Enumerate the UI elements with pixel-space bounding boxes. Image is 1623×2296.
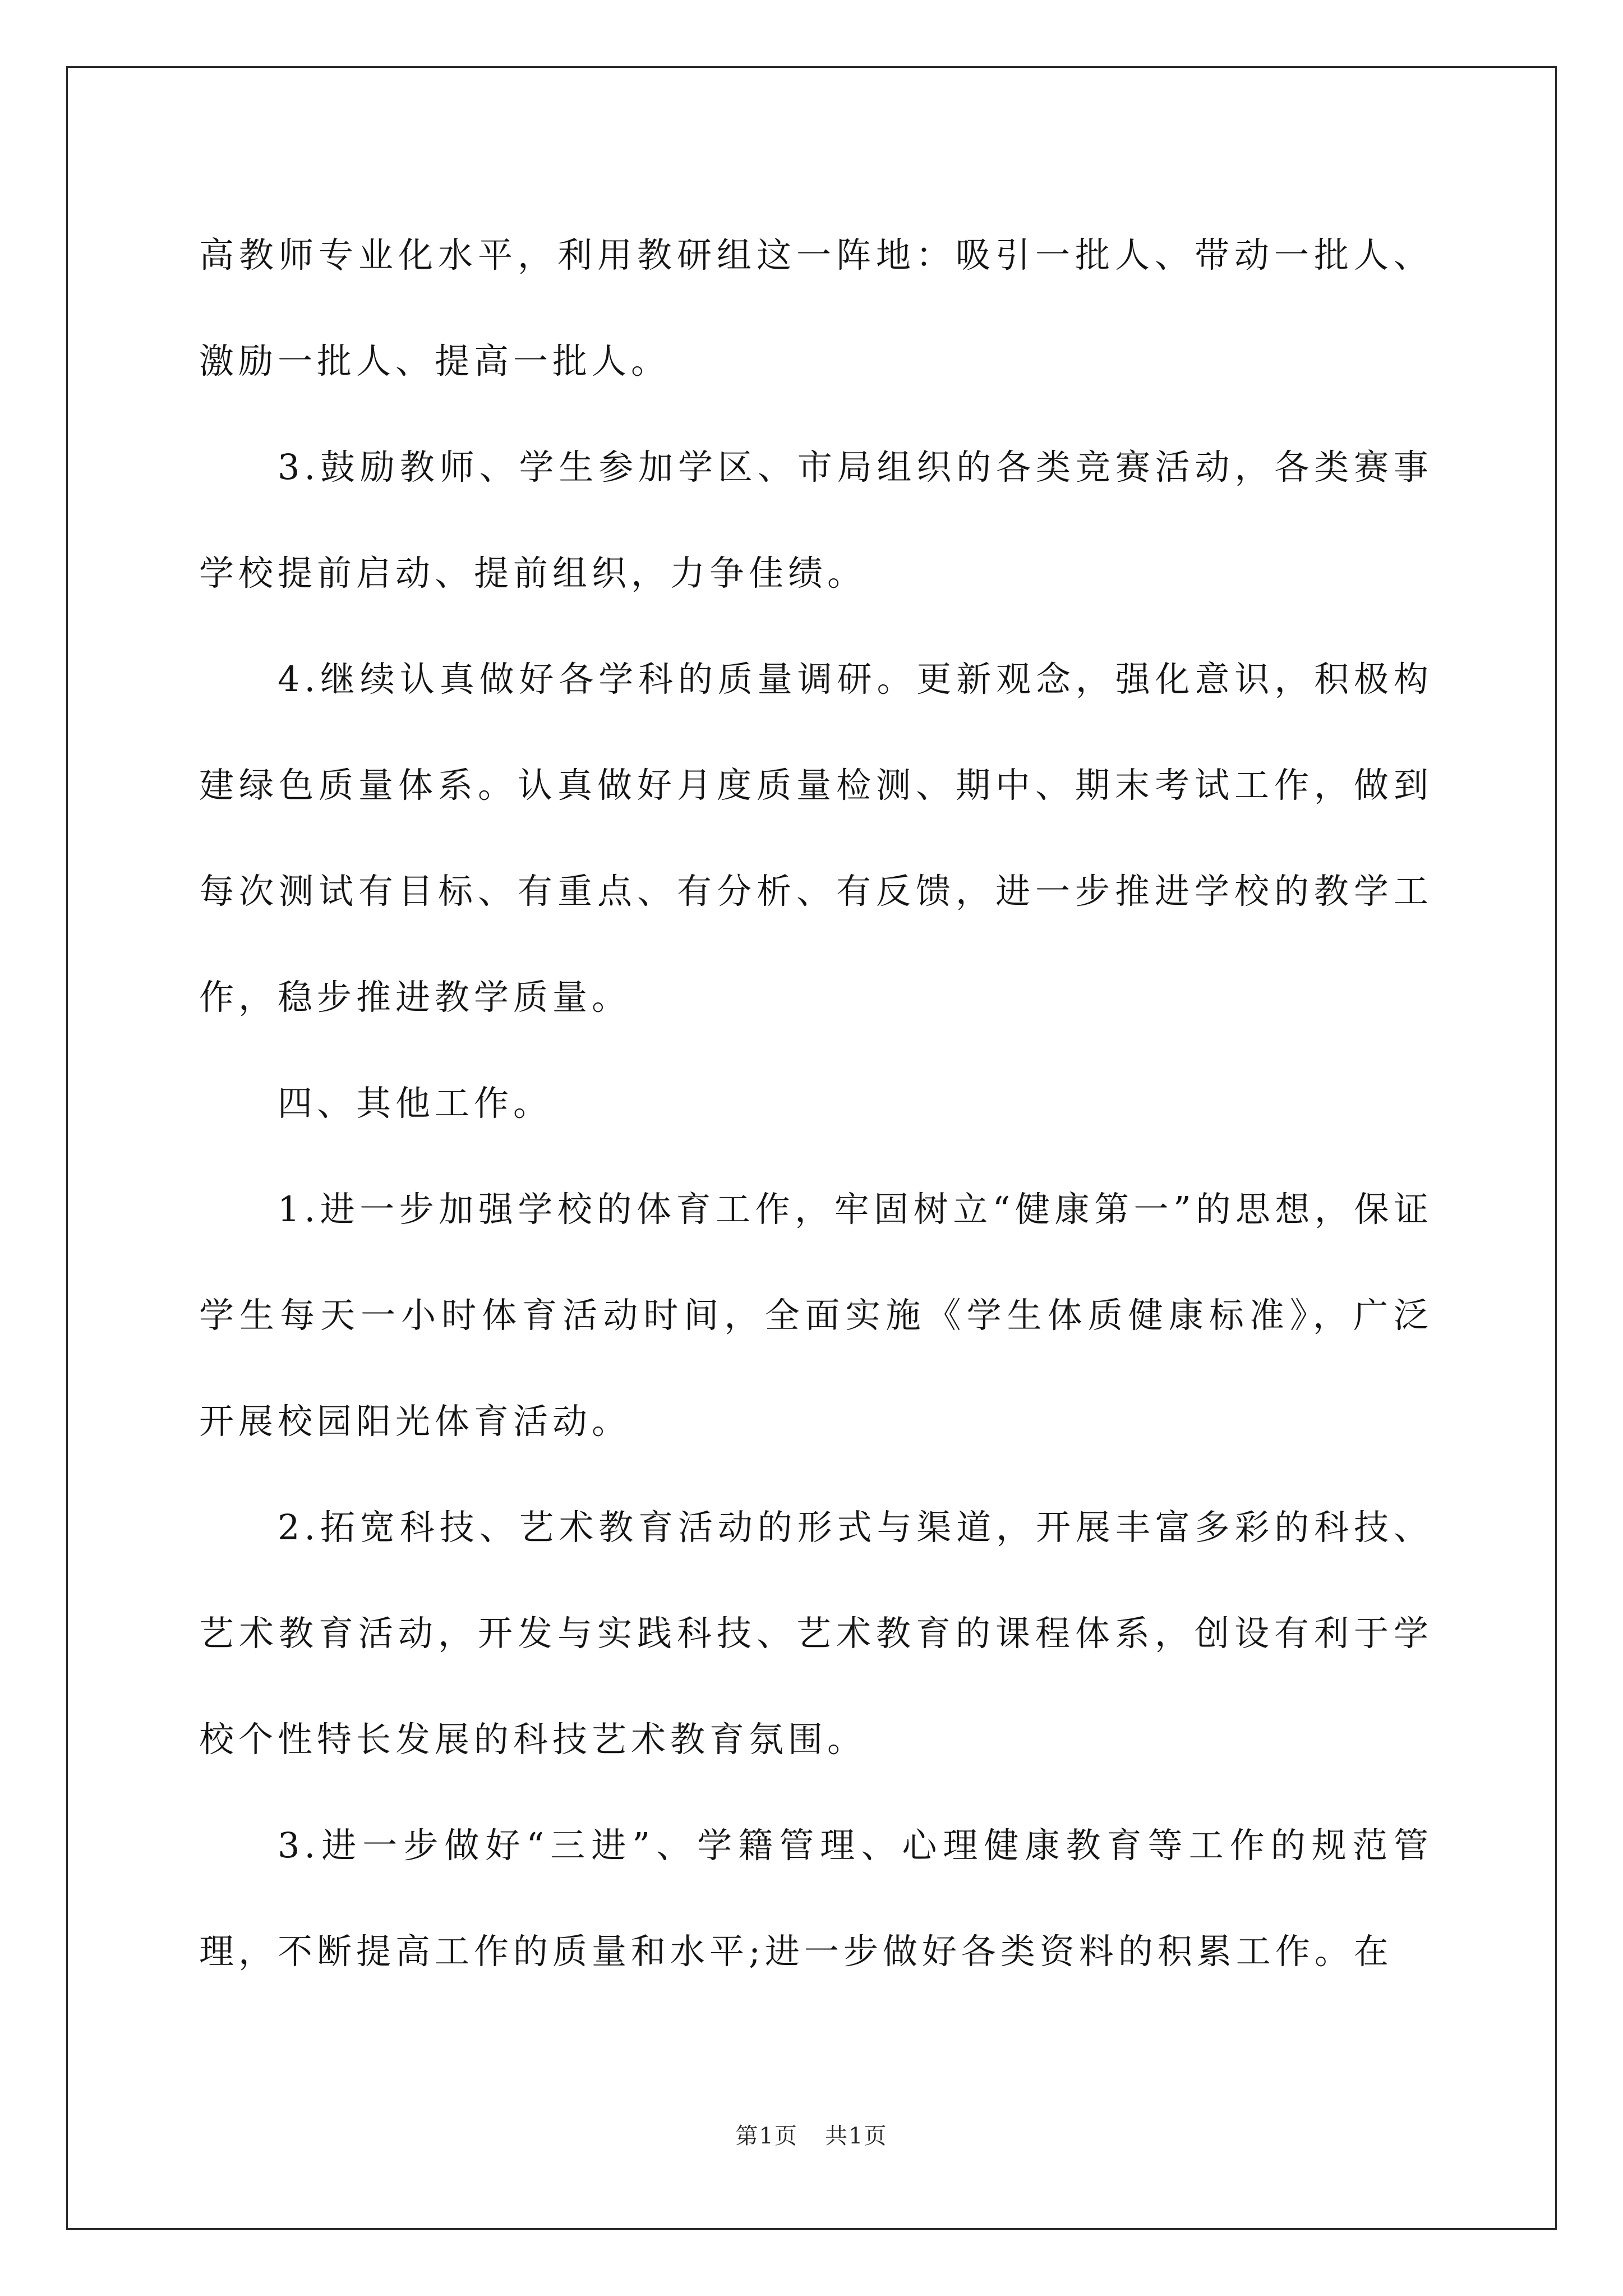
paragraph-5: 1.进一步加强学校的体育工作，牢固树立“健康第一”的思想，保证学生每天一小时体育活动时间，全面实施《学生体质健康标准》，广泛开展校园阳光体育活动。 xyxy=(199,1189,1433,1442)
paragraph-3: 4.继续认真做好各学科的质量调研。更新观念，强化意识，积极构建绿色质量体系。认真做好月度质量检测、期中、期末考试工作，做到每次测试有目标、有重点、有分析、有反馈，进一步推进学校的教学工作，稳步推进教学质量。 xyxy=(199,659,1433,1018)
paragraph-6: 2.拓宽科技、艺术教育活动的形式与渠道，开展丰富多彩的科技、艺术教育活动，开发与实践科技、艺术教育的课程体系，创设有利于学校个性特长发展的科技艺术教育氛围。 xyxy=(199,1507,1433,1760)
paragraph-2: 3.鼓励教师、学生参加学区、市局组织的各类竞赛活动，各类赛事学校提前启动、提前组织，力争佳绩。 xyxy=(199,447,1433,593)
document-body xyxy=(199,202,1433,2004)
page-number: 第1页 xyxy=(735,2123,798,2149)
paragraph-1: 高教师专业化水平，利用教研组这一阵地：吸引一批人、带动一批人、激励一批人、提高一批人。 xyxy=(199,234,1433,381)
page-footer xyxy=(0,2119,1623,2153)
section-heading: 四、其他工作。 xyxy=(278,1083,553,1124)
paragraph-7: 3.进一步做好“三进”、学籍管理、心理健康教育等工作的规范管理，不断提高工作的质量和水平;进一步做好各类资料的积累工作。在 xyxy=(199,1825,1433,1972)
page-total: 共1页 xyxy=(825,2123,888,2149)
